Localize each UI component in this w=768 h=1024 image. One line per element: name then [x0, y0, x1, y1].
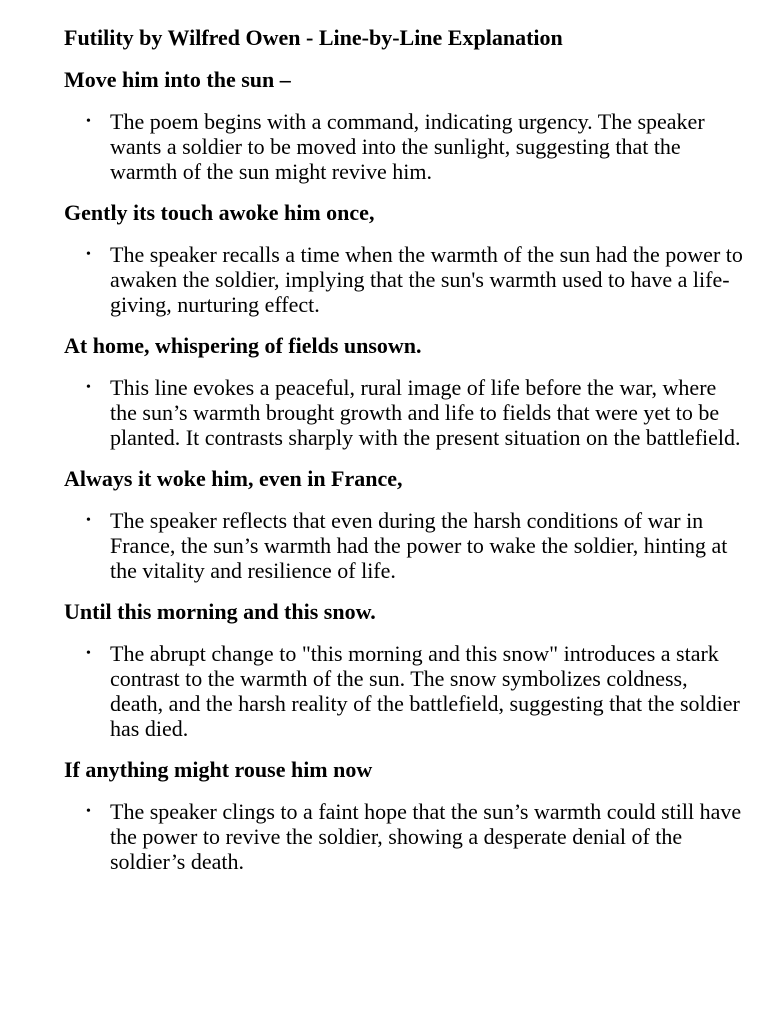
bullet-icon: •: [86, 247, 91, 262]
bullet-item: [64, 508, 744, 583]
bullet-item: [64, 109, 744, 184]
bullet-icon: •: [86, 804, 91, 819]
section-line-6: [64, 757, 744, 874]
explanation-text: The speaker recalls a time when the warmth of the sun had the power to awaken the soldier, implying that the sun's warmth used to have a life-giving, nurturing effect.: [110, 242, 743, 317]
explanation-text: This line evokes a peaceful, rural image of life before the war, where the sun’s warmth brought growth and life to fields that were yet to be planted. It contrasts sharply with the present situation on the battlefield.: [110, 375, 741, 450]
section-line-4: [64, 466, 744, 583]
explanation-text: The poem begins with a command, indicating urgency. The speaker wants a soldier to be moved into the sunlight, suggesting that the warmth of the sun might revive him.: [110, 109, 705, 184]
bullet-list: [64, 799, 744, 874]
section-heading: Always it woke him, even in France,: [64, 466, 403, 491]
bullet-icon: •: [86, 646, 91, 661]
bullet-list: [64, 641, 744, 741]
bullet-icon: •: [86, 114, 91, 129]
section-heading: If anything might rouse him now: [64, 757, 373, 782]
bullet-item: [64, 375, 744, 450]
section-heading: Until this morning and this snow.: [64, 599, 376, 624]
section-heading: Move him into the sun –: [64, 67, 291, 92]
bullet-item: [64, 242, 744, 317]
explanation-text: The speaker reflects that even during the harsh conditions of war in France, the sun’s warmth had the power to wake the soldier, hinting at the vitality and resilience of life.: [110, 508, 728, 583]
bullet-item: [64, 799, 744, 874]
section-heading: Gently its touch awoke him once,: [64, 200, 375, 225]
document-page: [64, 25, 744, 890]
section-line-5: [64, 599, 744, 741]
document-title: Futility by Wilfred Owen - Line-by-Line Explanation: [64, 25, 563, 50]
section-line-3: [64, 333, 744, 450]
bullet-item: [64, 641, 744, 741]
section-heading: At home, whispering of fields unsown.: [64, 333, 422, 358]
explanation-text: The speaker clings to a faint hope that the sun’s warmth could still have the power to revive the soldier, showing a desperate denial of the soldier’s death.: [110, 799, 742, 874]
bullet-list: [64, 508, 744, 583]
section-line-2: [64, 200, 744, 317]
bullet-icon: •: [86, 513, 91, 528]
bullet-icon: •: [86, 380, 91, 395]
bullet-list: [64, 242, 744, 317]
bullet-list: [64, 375, 744, 450]
section-line-1: [64, 67, 744, 184]
explanation-text: The abrupt change to "this morning and this snow" introduces a stark contrast to the warmth of the sun. The snow symbolizes coldness, death, and the harsh reality of the battlefield, suggesting that the soldier has died.: [110, 641, 740, 741]
bullet-list: [64, 109, 744, 184]
